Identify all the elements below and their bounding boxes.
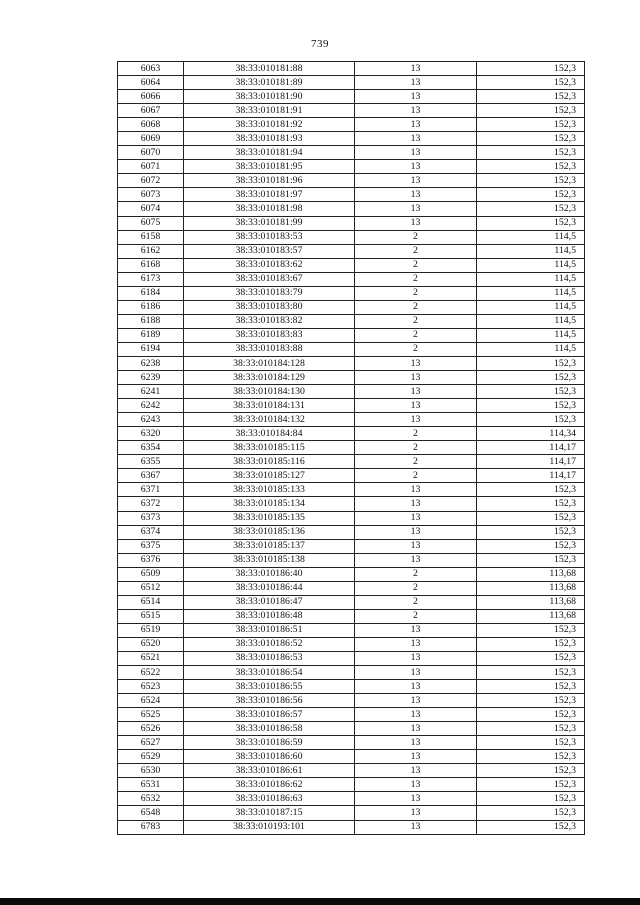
code-cell: 13: [355, 413, 477, 427]
row-number-cell: 6531: [118, 778, 184, 792]
row-number-cell: 6238: [118, 356, 184, 370]
cadastral-number-cell: 38:33:010186:60: [184, 750, 355, 764]
table-row: [118, 356, 585, 370]
area-cell: 152,3: [477, 764, 585, 778]
code-cell: 2: [355, 441, 477, 455]
area-cell: 114,17: [477, 455, 585, 469]
cadastral-number-cell: 38:33:010184:131: [184, 399, 355, 413]
cadastral-number-cell: 38:33:010186:62: [184, 778, 355, 792]
cadastral-number-cell: 38:33:010186:44: [184, 581, 355, 595]
code-cell: 13: [355, 174, 477, 188]
table-row: [118, 371, 585, 385]
row-number-cell: 6243: [118, 413, 184, 427]
cadastral-number-cell: 38:33:010184:132: [184, 413, 355, 427]
row-number-cell: 6515: [118, 609, 184, 623]
cadastral-number-cell: 38:33:010181:95: [184, 160, 355, 174]
area-cell: 114,5: [477, 258, 585, 272]
area-cell: 152,3: [477, 104, 585, 118]
row-number-cell: 6530: [118, 764, 184, 778]
table-row: [118, 469, 585, 483]
code-cell: 13: [355, 132, 477, 146]
table-row: [118, 736, 585, 750]
code-cell: 13: [355, 188, 477, 202]
area-cell: 152,3: [477, 750, 585, 764]
code-cell: 2: [355, 300, 477, 314]
row-number-cell: 6532: [118, 792, 184, 806]
table-row: [118, 708, 585, 722]
table-row: [118, 76, 585, 90]
area-cell: 152,3: [477, 806, 585, 820]
area-cell: 152,3: [477, 637, 585, 651]
cadastral-number-cell: 38:33:010186:40: [184, 567, 355, 581]
cadastral-number-cell: 38:33:010181:92: [184, 118, 355, 132]
row-number-cell: 6067: [118, 104, 184, 118]
row-number-cell: 6521: [118, 651, 184, 665]
area-cell: 152,3: [477, 680, 585, 694]
area-cell: 114,17: [477, 469, 585, 483]
table-row: [118, 651, 585, 665]
area-cell: 152,3: [477, 62, 585, 76]
code-cell: 13: [355, 146, 477, 160]
row-number-cell: 6376: [118, 553, 184, 567]
cadastral-number-cell: 38:33:010184:129: [184, 371, 355, 385]
cadastral-number-cell: 38:33:010183:80: [184, 300, 355, 314]
area-cell: 152,3: [477, 651, 585, 665]
row-number-cell: 6184: [118, 286, 184, 300]
table-row: [118, 483, 585, 497]
row-number-cell: 6241: [118, 385, 184, 399]
area-cell: 152,3: [477, 736, 585, 750]
code-cell: 2: [355, 272, 477, 286]
table-row: [118, 62, 585, 76]
area-cell: 114,5: [477, 272, 585, 286]
row-number-cell: 6524: [118, 694, 184, 708]
cadastral-number-cell: 38:33:010181:97: [184, 188, 355, 202]
code-cell: 13: [355, 722, 477, 736]
row-number-cell: 6070: [118, 146, 184, 160]
cadastral-number-cell: 38:33:010186:56: [184, 694, 355, 708]
row-number-cell: 6783: [118, 820, 184, 834]
scan-edge-bar: [0, 898, 640, 905]
code-cell: 13: [355, 778, 477, 792]
cadastral-number-cell: 38:33:010186:52: [184, 637, 355, 651]
cadastral-number-cell: 38:33:010181:99: [184, 216, 355, 230]
row-number-cell: 6071: [118, 160, 184, 174]
row-number-cell: 6372: [118, 497, 184, 511]
row-number-cell: 6522: [118, 666, 184, 680]
cadastral-number-cell: 38:33:010186:63: [184, 792, 355, 806]
code-cell: 2: [355, 258, 477, 272]
area-cell: 152,3: [477, 174, 585, 188]
cadastral-number-cell: 38:33:010183:79: [184, 286, 355, 300]
table-row: [118, 539, 585, 553]
area-cell: 152,3: [477, 399, 585, 413]
code-cell: 2: [355, 314, 477, 328]
code-cell: 13: [355, 104, 477, 118]
cadastral-number-cell: 38:33:010181:91: [184, 104, 355, 118]
area-cell: 152,3: [477, 525, 585, 539]
cadastral-number-cell: 38:33:010181:94: [184, 146, 355, 160]
row-number-cell: 6509: [118, 567, 184, 581]
table-row: [118, 286, 585, 300]
area-cell: 152,3: [477, 722, 585, 736]
table-row: [118, 567, 585, 581]
cadastral-number-cell: 38:33:010186:48: [184, 609, 355, 623]
cadastral-number-cell: 38:33:010193:101: [184, 820, 355, 834]
cadastral-number-cell: 38:33:010186:57: [184, 708, 355, 722]
table-row: [118, 399, 585, 413]
row-number-cell: 6173: [118, 272, 184, 286]
area-cell: 152,3: [477, 553, 585, 567]
table-row: [118, 511, 585, 525]
cadastral-number-cell: 38:33:010183:57: [184, 244, 355, 258]
row-number-cell: 6527: [118, 736, 184, 750]
cadastral-number-cell: 38:33:010185:135: [184, 511, 355, 525]
cadastral-number-cell: 38:33:010181:90: [184, 90, 355, 104]
table-row: [118, 328, 585, 342]
row-number-cell: 6371: [118, 483, 184, 497]
area-cell: 152,3: [477, 202, 585, 216]
cadastral-number-cell: 38:33:010186:59: [184, 736, 355, 750]
area-cell: 152,3: [477, 623, 585, 637]
code-cell: 13: [355, 62, 477, 76]
table-row: [118, 272, 585, 286]
code-cell: 13: [355, 385, 477, 399]
row-number-cell: 6168: [118, 258, 184, 272]
area-cell: 152,3: [477, 160, 585, 174]
row-number-cell: 6514: [118, 595, 184, 609]
area-cell: 114,5: [477, 342, 585, 356]
cadastral-number-cell: 38:33:010183:83: [184, 328, 355, 342]
row-number-cell: 6375: [118, 539, 184, 553]
cadastral-number-cell: 38:33:010186:47: [184, 595, 355, 609]
area-cell: 152,3: [477, 385, 585, 399]
code-cell: 2: [355, 581, 477, 595]
cadastral-number-cell: 38:33:010183:53: [184, 230, 355, 244]
table-row: [118, 188, 585, 202]
cadastral-number-cell: 38:33:010181:93: [184, 132, 355, 146]
code-cell: 13: [355, 511, 477, 525]
code-cell: 13: [355, 371, 477, 385]
code-cell: 13: [355, 694, 477, 708]
area-cell: 152,3: [477, 118, 585, 132]
cadastral-number-cell: 38:33:010184:130: [184, 385, 355, 399]
row-number-cell: 6194: [118, 342, 184, 356]
table-row: [118, 230, 585, 244]
table-row: [118, 666, 585, 680]
cadastral-number-cell: 38:33:010186:54: [184, 666, 355, 680]
code-cell: 2: [355, 567, 477, 581]
row-number-cell: 6074: [118, 202, 184, 216]
area-cell: 152,3: [477, 511, 585, 525]
table-row: [118, 174, 585, 188]
code-cell: 13: [355, 750, 477, 764]
area-cell: 152,3: [477, 483, 585, 497]
table-row: [118, 595, 585, 609]
row-number-cell: 6189: [118, 328, 184, 342]
row-number-cell: 6072: [118, 174, 184, 188]
table-row: [118, 637, 585, 651]
area-cell: 152,3: [477, 820, 585, 834]
code-cell: 2: [355, 342, 477, 356]
area-cell: 114,5: [477, 230, 585, 244]
code-cell: 13: [355, 651, 477, 665]
table-row: [118, 244, 585, 258]
area-cell: 152,3: [477, 356, 585, 370]
area-cell: 152,3: [477, 792, 585, 806]
area-cell: 152,3: [477, 666, 585, 680]
area-cell: 152,3: [477, 188, 585, 202]
cadastral-number-cell: 38:33:010185:115: [184, 441, 355, 455]
row-number-cell: 6075: [118, 216, 184, 230]
area-cell: 113,68: [477, 609, 585, 623]
table-row: [118, 623, 585, 637]
area-cell: 114,5: [477, 314, 585, 328]
cadastral-number-cell: 38:33:010185:138: [184, 553, 355, 567]
code-cell: 13: [355, 764, 477, 778]
table-row: [118, 216, 585, 230]
code-cell: 2: [355, 427, 477, 441]
table-row: [118, 750, 585, 764]
area-cell: 152,3: [477, 497, 585, 511]
table-row: [118, 553, 585, 567]
code-cell: 13: [355, 666, 477, 680]
row-number-cell: 6162: [118, 244, 184, 258]
area-cell: 114,5: [477, 244, 585, 258]
row-number-cell: 6068: [118, 118, 184, 132]
row-number-cell: 6367: [118, 469, 184, 483]
code-cell: 2: [355, 286, 477, 300]
area-cell: 114,17: [477, 441, 585, 455]
row-number-cell: 6186: [118, 300, 184, 314]
table-row: [118, 764, 585, 778]
code-cell: 13: [355, 399, 477, 413]
row-number-cell: 6320: [118, 427, 184, 441]
cadastral-number-cell: 38:33:010186:58: [184, 722, 355, 736]
code-cell: 13: [355, 553, 477, 567]
code-cell: 13: [355, 680, 477, 694]
table-row: [118, 680, 585, 694]
table-row: [118, 300, 585, 314]
cadastral-number-cell: 38:33:010183:62: [184, 258, 355, 272]
code-cell: 13: [355, 202, 477, 216]
table-row: [118, 497, 585, 511]
table-row: [118, 581, 585, 595]
cadastral-number-cell: 38:33:010184:84: [184, 427, 355, 441]
cadastral-number-cell: 38:33:010185:127: [184, 469, 355, 483]
table-row: [118, 146, 585, 160]
row-number-cell: 6064: [118, 76, 184, 90]
row-number-cell: 6355: [118, 455, 184, 469]
row-number-cell: 6063: [118, 62, 184, 76]
code-cell: 13: [355, 525, 477, 539]
table-row: [118, 609, 585, 623]
area-cell: 152,3: [477, 778, 585, 792]
area-cell: 114,34: [477, 427, 585, 441]
row-number-cell: 6066: [118, 90, 184, 104]
property-table-body: [118, 62, 585, 835]
code-cell: 2: [355, 595, 477, 609]
row-number-cell: 6526: [118, 722, 184, 736]
table-row: [118, 258, 585, 272]
property-table: [117, 61, 585, 835]
table-row: [118, 441, 585, 455]
cadastral-number-cell: 38:33:010185:133: [184, 483, 355, 497]
area-cell: 152,3: [477, 76, 585, 90]
table-row: [118, 792, 585, 806]
area-cell: 114,5: [477, 300, 585, 314]
row-number-cell: 6519: [118, 623, 184, 637]
code-cell: 13: [355, 90, 477, 104]
area-cell: 152,3: [477, 146, 585, 160]
code-cell: 13: [355, 806, 477, 820]
area-cell: 113,68: [477, 567, 585, 581]
code-cell: 2: [355, 328, 477, 342]
table-row: [118, 722, 585, 736]
table-row: [118, 385, 585, 399]
cadastral-number-cell: 38:33:010181:89: [184, 76, 355, 90]
table-row: [118, 160, 585, 174]
cadastral-number-cell: 38:33:010186:51: [184, 623, 355, 637]
cadastral-number-cell: 38:33:010186:55: [184, 680, 355, 694]
table-row: [118, 820, 585, 834]
row-number-cell: 6158: [118, 230, 184, 244]
row-number-cell: 6373: [118, 511, 184, 525]
row-number-cell: 6523: [118, 680, 184, 694]
code-cell: 13: [355, 820, 477, 834]
code-cell: 2: [355, 244, 477, 258]
code-cell: 13: [355, 539, 477, 553]
table-row: [118, 525, 585, 539]
code-cell: 2: [355, 469, 477, 483]
code-cell: 13: [355, 637, 477, 651]
table-row: [118, 314, 585, 328]
area-cell: 114,5: [477, 286, 585, 300]
cadastral-number-cell: 38:33:010181:98: [184, 202, 355, 216]
row-number-cell: 6525: [118, 708, 184, 722]
code-cell: 13: [355, 118, 477, 132]
area-cell: 152,3: [477, 216, 585, 230]
cadastral-number-cell: 38:33:010185:136: [184, 525, 355, 539]
page-number: 739: [311, 38, 329, 50]
cadastral-number-cell: 38:33:010185:134: [184, 497, 355, 511]
code-cell: 2: [355, 609, 477, 623]
table-row: [118, 90, 585, 104]
row-number-cell: 6354: [118, 441, 184, 455]
code-cell: 13: [355, 356, 477, 370]
code-cell: 13: [355, 76, 477, 90]
cadastral-number-cell: 38:33:010183:88: [184, 342, 355, 356]
code-cell: 13: [355, 708, 477, 722]
table-row: [118, 104, 585, 118]
code-cell: 13: [355, 216, 477, 230]
table-row: [118, 132, 585, 146]
row-number-cell: 6069: [118, 132, 184, 146]
table-row: [118, 427, 585, 441]
row-number-cell: 6239: [118, 371, 184, 385]
table-row: [118, 455, 585, 469]
cadastral-number-cell: 38:33:010187:15: [184, 806, 355, 820]
table-row: [118, 806, 585, 820]
area-cell: 152,3: [477, 539, 585, 553]
table-row: [118, 694, 585, 708]
row-number-cell: 6520: [118, 637, 184, 651]
cadastral-number-cell: 38:33:010186:61: [184, 764, 355, 778]
cadastral-number-cell: 38:33:010181:96: [184, 174, 355, 188]
row-number-cell: 6188: [118, 314, 184, 328]
cadastral-number-cell: 38:33:010183:67: [184, 272, 355, 286]
area-cell: 152,3: [477, 708, 585, 722]
cadastral-number-cell: 38:33:010185:116: [184, 455, 355, 469]
row-number-cell: 6073: [118, 188, 184, 202]
code-cell: 2: [355, 230, 477, 244]
table-row: [118, 342, 585, 356]
area-cell: 113,68: [477, 595, 585, 609]
code-cell: 13: [355, 160, 477, 174]
cadastral-number-cell: 38:33:010181:88: [184, 62, 355, 76]
area-cell: 152,3: [477, 90, 585, 104]
row-number-cell: 6529: [118, 750, 184, 764]
table-row: [118, 778, 585, 792]
cadastral-number-cell: 38:33:010183:82: [184, 314, 355, 328]
code-cell: 13: [355, 623, 477, 637]
area-cell: 152,3: [477, 413, 585, 427]
area-cell: 152,3: [477, 694, 585, 708]
cadastral-number-cell: 38:33:010186:53: [184, 651, 355, 665]
area-cell: 152,3: [477, 132, 585, 146]
cadastral-number-cell: 38:33:010185:137: [184, 539, 355, 553]
row-number-cell: 6374: [118, 525, 184, 539]
row-number-cell: 6512: [118, 581, 184, 595]
table-row: [118, 118, 585, 132]
code-cell: 13: [355, 792, 477, 806]
area-cell: 113,68: [477, 581, 585, 595]
area-cell: 152,3: [477, 371, 585, 385]
area-cell: 114,5: [477, 328, 585, 342]
cadastral-number-cell: 38:33:010184:128: [184, 356, 355, 370]
table-row: [118, 413, 585, 427]
code-cell: 13: [355, 497, 477, 511]
row-number-cell: 6548: [118, 806, 184, 820]
code-cell: 2: [355, 455, 477, 469]
row-number-cell: 6242: [118, 399, 184, 413]
table-row: [118, 202, 585, 216]
code-cell: 13: [355, 736, 477, 750]
code-cell: 13: [355, 483, 477, 497]
